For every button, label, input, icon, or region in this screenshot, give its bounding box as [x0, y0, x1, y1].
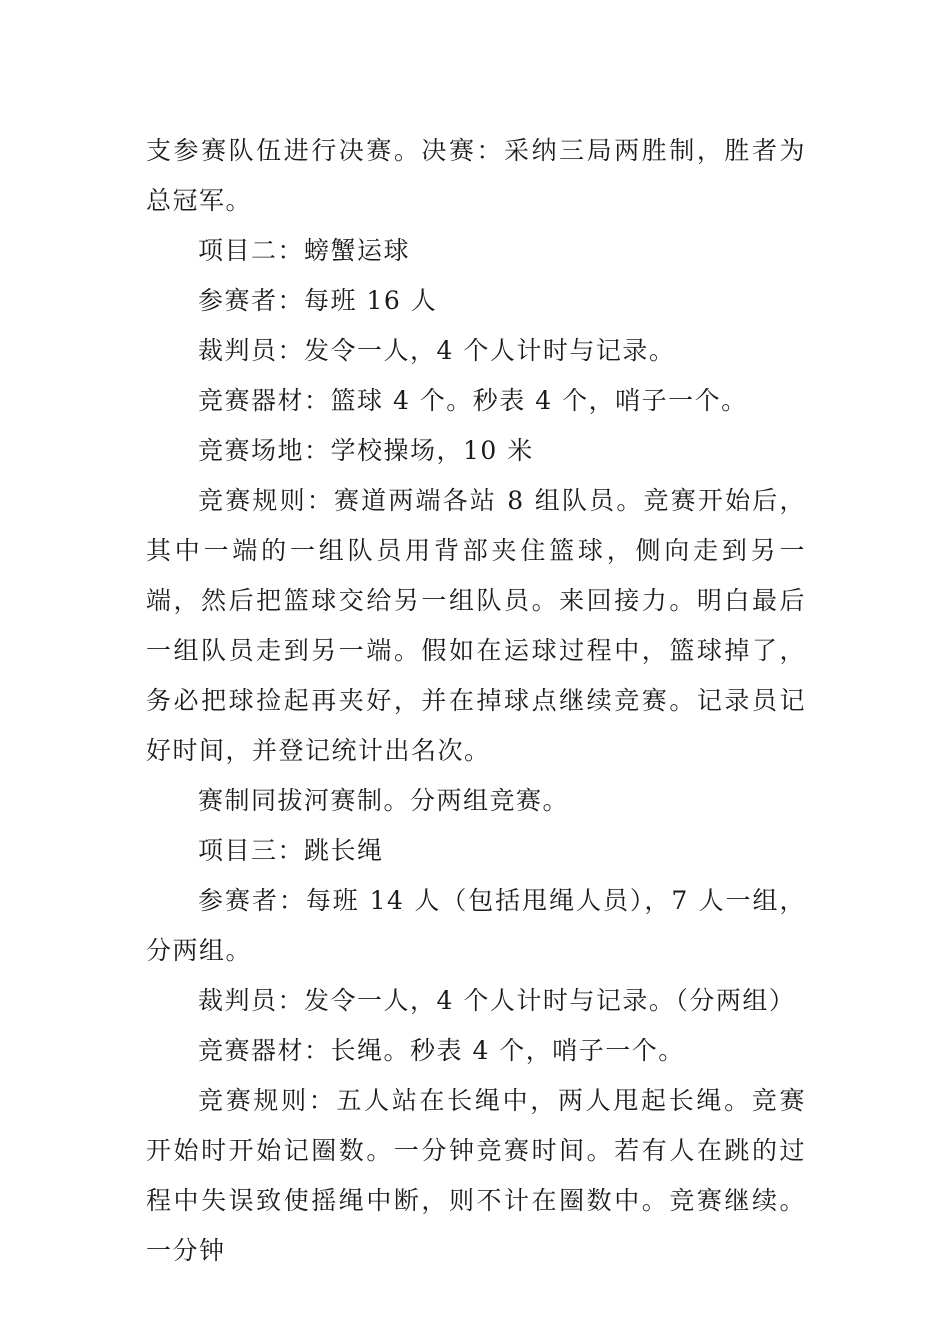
paragraph-item3-rules: 竞赛规则：五人站在长绳中，两人甩起长绳。竞赛开始时开始记圈数。一分钟竞赛时间。若有人在跳的过程中失误致使摇绳中断，则不计在圈数中。竞赛继续。一分钟 — [146, 1086, 806, 1265]
paragraph-item2-venue: 竞赛场地：学校操场，10 米 — [198, 436, 534, 465]
paragraph-item2-equipment: 竞赛器材：篮球 4 个。秒表 4 个，哨子一个。 — [198, 386, 748, 415]
document-page — [146, 126, 806, 1276]
paragraph-item3-equipment: 竞赛器材：长绳。秒表 4 个，哨子一个。 — [198, 1036, 685, 1065]
paragraph-item3-title: 项目三：跳长绳 — [198, 836, 384, 865]
paragraph-continuation: 支参赛队伍进行决赛。决赛：采纳三局两胜制，胜者为总冠军。 — [146, 136, 806, 215]
paragraph-item2-format: 赛制同拔河赛制。分两组竞赛。 — [198, 786, 570, 815]
paragraph-item3-participants: 参赛者：每班 14 人（包括甩绳人员），7 人一组，分两组。 — [146, 886, 806, 965]
paragraph-item3-referees: 裁判员：发令一人，4 个人计时与记录。（分两组） — [198, 986, 796, 1015]
paragraph-item2-rules: 竞赛规则：赛道两端各站 8 组队员。竞赛开始后，其中一端的一组队员用背部夹住篮球，侧向走到另一端，然后把篮球交给另一组队员。来回接力。明白最后一组队员走到另一端。假如在运球过程中，篮球掉了，务必把球捡起再夹好，并在掉球点继续竞赛。记录员记好时间，并登记统计出名次。 — [146, 486, 806, 765]
paragraph-item2-referees: 裁判员：发令一人，4 个人计时与记录。 — [198, 336, 676, 365]
paragraph-item2-title: 项目二：螃蟹运球 — [198, 236, 411, 265]
paragraph-item2-participants: 参赛者：每班 16 人 — [198, 286, 438, 315]
